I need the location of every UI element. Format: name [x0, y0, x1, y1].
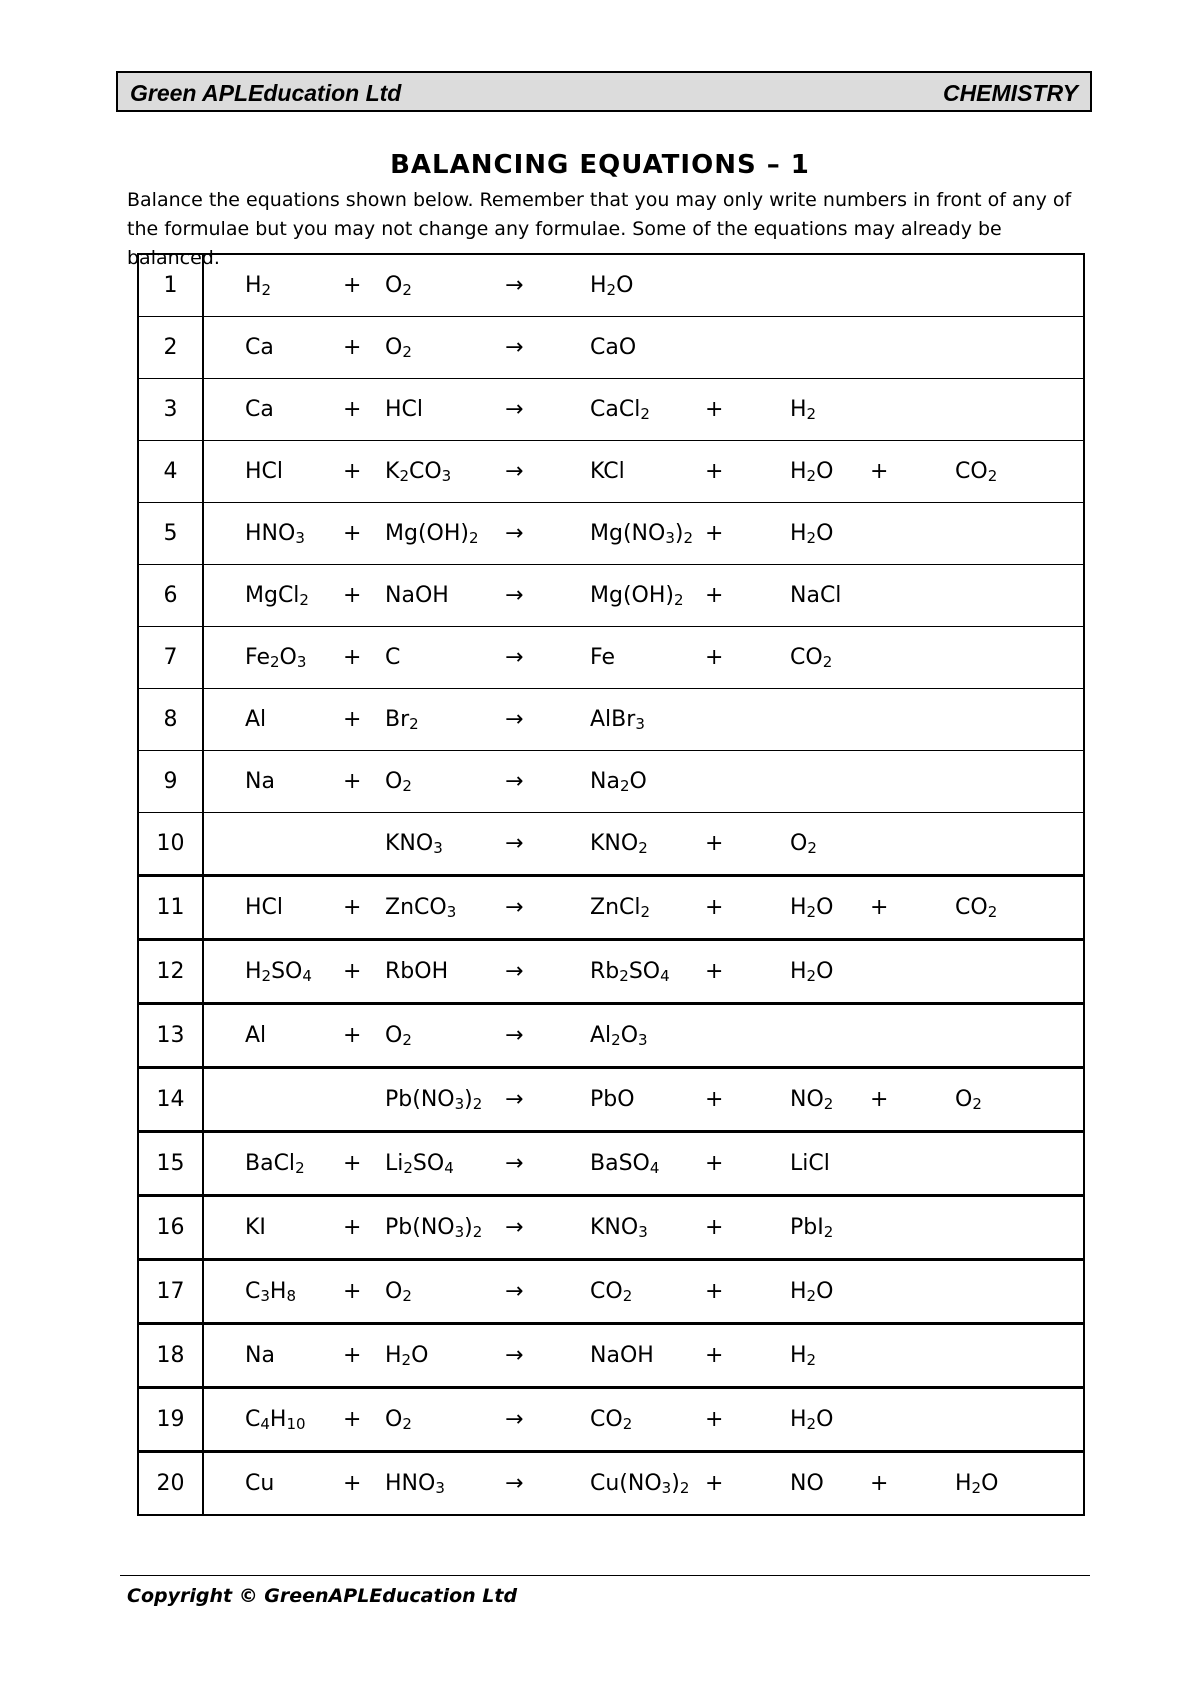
spacer-cell: [203, 1068, 245, 1132]
spacer-cell: [203, 1196, 245, 1260]
plus-sign: +: [870, 441, 955, 503]
equation-row: [138, 751, 1084, 813]
reactant-2: $O_2$: [385, 1260, 505, 1324]
product-1: $Na_2O$: [590, 751, 705, 813]
page-title: BALANCING EQUATIONS – 1: [390, 150, 810, 180]
plus-sign: [705, 254, 790, 317]
yield-arrow: →: [505, 1324, 590, 1388]
product-3: [955, 1132, 1084, 1196]
reactant-1: Al: [245, 1004, 343, 1068]
plus-sign: [870, 1004, 955, 1068]
reactant-1: Ca: [245, 379, 343, 441]
product-2: NaCl: [790, 565, 870, 627]
product-2: [790, 254, 870, 317]
plus-sign: [870, 1132, 955, 1196]
footer-divider: [120, 1575, 1090, 1576]
product-1: CaO: [590, 317, 705, 379]
equation-number: 3: [138, 379, 203, 441]
reactant-2: $HNO_3$: [385, 1452, 505, 1516]
reactant-1: $Fe_2O_3$: [245, 627, 343, 689]
spacer-cell: [203, 254, 245, 317]
reactant-2: $KNO_3$: [385, 813, 505, 876]
spacer-cell: [203, 1324, 245, 1388]
spacer-cell: [203, 1388, 245, 1452]
plus-sign: +: [343, 689, 385, 751]
product-2: $H_2O$: [790, 876, 870, 940]
product-1: $KNO_3$: [590, 1196, 705, 1260]
product-1: $CO_2$: [590, 1388, 705, 1452]
plus-sign: [870, 1324, 955, 1388]
spacer-cell: [203, 627, 245, 689]
plus-sign: [870, 1196, 955, 1260]
yield-arrow: →: [505, 317, 590, 379]
yield-arrow: →: [505, 1196, 590, 1260]
plus-sign: +: [343, 1388, 385, 1452]
plus-sign: +: [343, 379, 385, 441]
reactant-1: Al: [245, 689, 343, 751]
spacer-cell: [203, 441, 245, 503]
spacer-cell: [203, 565, 245, 627]
equation-number: 1: [138, 254, 203, 317]
equation-row: [138, 876, 1084, 940]
plus-sign: +: [705, 813, 790, 876]
product-3: [955, 317, 1084, 379]
plus-sign: +: [343, 940, 385, 1004]
plus-sign: [705, 751, 790, 813]
yield-arrow: →: [505, 1068, 590, 1132]
product-3: [955, 813, 1084, 876]
reactant-1: HCl: [245, 441, 343, 503]
product-1: BaSO$_4$: [590, 1132, 705, 1196]
equation-number: 9: [138, 751, 203, 813]
yield-arrow: →: [505, 503, 590, 565]
spacer-cell: [203, 813, 245, 876]
product-2: LiCl: [790, 1132, 870, 1196]
plus-sign: [705, 1004, 790, 1068]
product-1: NaOH: [590, 1324, 705, 1388]
plus-sign: [870, 503, 955, 565]
equation-row: [138, 254, 1084, 317]
plus-sign: [870, 627, 955, 689]
plus-sign: [870, 813, 955, 876]
reactant-2: HCl: [385, 379, 505, 441]
reactant-2: $O_2$: [385, 751, 505, 813]
product-3: [955, 1388, 1084, 1452]
plus-sign: +: [705, 1196, 790, 1260]
reactant-1: $H_2SO_4$: [245, 940, 343, 1004]
product-2: $H_2O$: [790, 441, 870, 503]
spacer-cell: [203, 689, 245, 751]
product-1: $Rb_2SO_4$: [590, 940, 705, 1004]
yield-arrow: →: [505, 1004, 590, 1068]
yield-arrow: →: [505, 813, 590, 876]
product-1: $H_2O$: [590, 254, 705, 317]
product-2: $H_2O$: [790, 1388, 870, 1452]
page-header: [116, 71, 1092, 112]
plus-sign: [870, 940, 955, 1004]
plus-sign: +: [705, 940, 790, 1004]
reactant-2: $O_2$: [385, 317, 505, 379]
plus-sign: [870, 1260, 955, 1324]
reactant-2: $Mg(OH)_2$: [385, 503, 505, 565]
product-2: $H_2$: [790, 1324, 870, 1388]
product-3: $CO_2$: [955, 441, 1084, 503]
product-3: [955, 503, 1084, 565]
spacer-cell: [203, 1004, 245, 1068]
plus-sign: [870, 565, 955, 627]
plus-sign: +: [705, 1132, 790, 1196]
equation-row: [138, 1260, 1084, 1324]
yield-arrow: →: [505, 876, 590, 940]
equation-row: [138, 689, 1084, 751]
reactant-2: $Li_2SO_4$: [385, 1132, 505, 1196]
plus-sign: +: [343, 1004, 385, 1068]
plus-sign: +: [870, 876, 955, 940]
product-3: $O_2$: [955, 1068, 1084, 1132]
reactant-1: $C_4H_{10}$: [245, 1388, 343, 1452]
reactant-2: $Pb(NO_3)_2$: [385, 1068, 505, 1132]
product-2: $NO_2$: [790, 1068, 870, 1132]
equation-row: [138, 1196, 1084, 1260]
reactant-1: HCl: [245, 876, 343, 940]
product-1: $Mg(NO_3)_2$: [590, 503, 705, 565]
equation-row: [138, 1388, 1084, 1452]
plus-sign: +: [343, 876, 385, 940]
product-3: [955, 1324, 1084, 1388]
plus-sign: [705, 689, 790, 751]
product-3: [955, 379, 1084, 441]
equation-number: 20: [138, 1452, 203, 1516]
plus-sign: +: [343, 751, 385, 813]
plus-sign: +: [705, 503, 790, 565]
equation-row: [138, 1132, 1084, 1196]
equation-number: 8: [138, 689, 203, 751]
product-3: [955, 627, 1084, 689]
reactant-1: Ca: [245, 317, 343, 379]
product-1: $Al_2O_3$: [590, 1004, 705, 1068]
equation-row: [138, 565, 1084, 627]
reactant-2: $O_2$: [385, 1004, 505, 1068]
plus-sign: +: [343, 317, 385, 379]
spacer-cell: [203, 1452, 245, 1516]
plus-sign: [705, 317, 790, 379]
reactant-2: $Pb(NO_3)_2$: [385, 1196, 505, 1260]
product-3: [955, 751, 1084, 813]
yield-arrow: →: [505, 1388, 590, 1452]
reactant-2: $Br_2$: [385, 689, 505, 751]
reactant-1: Na: [245, 751, 343, 813]
product-3: [955, 1260, 1084, 1324]
reactant-1: $HNO_3$: [245, 503, 343, 565]
equation-row: [138, 379, 1084, 441]
yield-arrow: →: [505, 1132, 590, 1196]
product-1: Fe: [590, 627, 705, 689]
reactant-1: [245, 813, 343, 876]
reactant-2: NaOH: [385, 565, 505, 627]
spacer-cell: [203, 876, 245, 940]
equation-number: 4: [138, 441, 203, 503]
plus-sign: [343, 1068, 385, 1132]
plus-sign: [870, 254, 955, 317]
reactant-2: ZnCO$_3$: [385, 876, 505, 940]
reactant-1: BaCl$_2$: [245, 1132, 343, 1196]
product-3: [955, 254, 1084, 317]
reactant-1: MgCl$_2$: [245, 565, 343, 627]
product-3: [955, 1004, 1084, 1068]
yield-arrow: →: [505, 751, 590, 813]
footer-copyright: Copyright © GreenAPLEducation Ltd: [127, 1585, 518, 1607]
reactant-2: C: [385, 627, 505, 689]
yield-arrow: →: [505, 441, 590, 503]
plus-sign: +: [870, 1452, 955, 1516]
plus-sign: [870, 1388, 955, 1452]
product-2: [790, 689, 870, 751]
plus-sign: +: [343, 627, 385, 689]
plus-sign: +: [705, 1260, 790, 1324]
equation-number: 7: [138, 627, 203, 689]
spacer-cell: [203, 379, 245, 441]
plus-sign: [870, 751, 955, 813]
plus-sign: [870, 689, 955, 751]
product-1: PbO: [590, 1068, 705, 1132]
equation-number: 17: [138, 1260, 203, 1324]
equation-row: [138, 1324, 1084, 1388]
product-2: [790, 1004, 870, 1068]
product-3: $H_2O$: [955, 1452, 1084, 1516]
product-3: [955, 689, 1084, 751]
product-1: $CO_2$: [590, 1260, 705, 1324]
product-1: ZnCl$_2$: [590, 876, 705, 940]
plus-sign: [343, 813, 385, 876]
product-2: [790, 751, 870, 813]
plus-sign: [870, 317, 955, 379]
plus-sign: +: [343, 1132, 385, 1196]
yield-arrow: →: [505, 1260, 590, 1324]
equation-row: [138, 441, 1084, 503]
spacer-cell: [203, 1132, 245, 1196]
plus-sign: +: [705, 565, 790, 627]
plus-sign: +: [705, 1452, 790, 1516]
plus-sign: +: [705, 1324, 790, 1388]
equation-row: [138, 317, 1084, 379]
equation-number: 11: [138, 876, 203, 940]
yield-arrow: →: [505, 254, 590, 317]
plus-sign: +: [343, 1260, 385, 1324]
reactant-2: $O_2$: [385, 1388, 505, 1452]
equation-row: [138, 940, 1084, 1004]
plus-sign: +: [705, 627, 790, 689]
product-2: $H_2O$: [790, 503, 870, 565]
equation-number: 16: [138, 1196, 203, 1260]
product-1: $KNO_2$: [590, 813, 705, 876]
spacer-cell: [203, 1260, 245, 1324]
product-1: AlBr$_3$: [590, 689, 705, 751]
reactant-2: $H_2O$: [385, 1324, 505, 1388]
plus-sign: +: [343, 565, 385, 627]
equation-number: 10: [138, 813, 203, 876]
product-1: $Mg(OH)_2$: [590, 565, 705, 627]
equation-number: 5: [138, 503, 203, 565]
plus-sign: +: [343, 503, 385, 565]
spacer-cell: [203, 751, 245, 813]
product-1: KCl: [590, 441, 705, 503]
spacer-cell: [203, 317, 245, 379]
product-2: $H_2$: [790, 379, 870, 441]
product-2: $O_2$: [790, 813, 870, 876]
plus-sign: [870, 379, 955, 441]
yield-arrow: →: [505, 689, 590, 751]
product-3: [955, 1196, 1084, 1260]
equation-number: 12: [138, 940, 203, 1004]
plus-sign: +: [705, 876, 790, 940]
product-2: $H_2O$: [790, 1260, 870, 1324]
instructions: Balance the equations shown below. Remember that you may only write numbers in front of any of the formulae but you may not change any formulae. Some of the equations may already be balanced.: [127, 189, 1072, 269]
plus-sign: +: [705, 379, 790, 441]
product-3: [955, 565, 1084, 627]
equation-row: [138, 813, 1084, 876]
spacer-cell: [203, 503, 245, 565]
plus-sign: +: [343, 254, 385, 317]
product-2: $H_2O$: [790, 940, 870, 1004]
reactant-1: $C_3H_8$: [245, 1260, 343, 1324]
product-2: PbI$_2$: [790, 1196, 870, 1260]
equation-row: [138, 1068, 1084, 1132]
plus-sign: +: [705, 1388, 790, 1452]
product-1: $Cu(NO_3)_2$: [590, 1452, 705, 1516]
plus-sign: +: [343, 1452, 385, 1516]
reactant-1: [245, 1068, 343, 1132]
plus-sign: +: [705, 441, 790, 503]
equation-row: [138, 627, 1084, 689]
plus-sign: +: [870, 1068, 955, 1132]
company-name: Green APLEducation Ltd: [130, 80, 402, 106]
plus-sign: +: [343, 1324, 385, 1388]
equation-number: 19: [138, 1388, 203, 1452]
equation-row: [138, 503, 1084, 565]
reactant-1: KI: [245, 1196, 343, 1260]
yield-arrow: →: [505, 1452, 590, 1516]
plus-sign: +: [343, 1196, 385, 1260]
yield-arrow: →: [505, 940, 590, 1004]
reactant-2: $O_2$: [385, 254, 505, 317]
subject-label: CHEMISTRY: [942, 80, 1078, 106]
equation-row: [138, 1004, 1084, 1068]
plus-sign: +: [343, 441, 385, 503]
reactant-1: Na: [245, 1324, 343, 1388]
equation-number: 18: [138, 1324, 203, 1388]
product-3: $CO_2$: [955, 876, 1084, 940]
product-2: $CO_2$: [790, 627, 870, 689]
equation-number: 15: [138, 1132, 203, 1196]
equation-number: 6: [138, 565, 203, 627]
product-2: [790, 317, 870, 379]
spacer-cell: [203, 940, 245, 1004]
product-3: [955, 940, 1084, 1004]
yield-arrow: →: [505, 627, 590, 689]
equations-table: [137, 253, 1085, 1516]
product-2: NO: [790, 1452, 870, 1516]
equation-number: 14: [138, 1068, 203, 1132]
product-1: CaCl$_2$: [590, 379, 705, 441]
reactant-1: $H_2$: [245, 254, 343, 317]
equation-number: 13: [138, 1004, 203, 1068]
yield-arrow: →: [505, 565, 590, 627]
reactant-2: $K_2CO_3$: [385, 441, 505, 503]
reactant-1: Cu: [245, 1452, 343, 1516]
equation-number: 2: [138, 317, 203, 379]
reactant-2: RbOH: [385, 940, 505, 1004]
yield-arrow: →: [505, 379, 590, 441]
equation-row: [138, 1452, 1084, 1516]
plus-sign: +: [705, 1068, 790, 1132]
